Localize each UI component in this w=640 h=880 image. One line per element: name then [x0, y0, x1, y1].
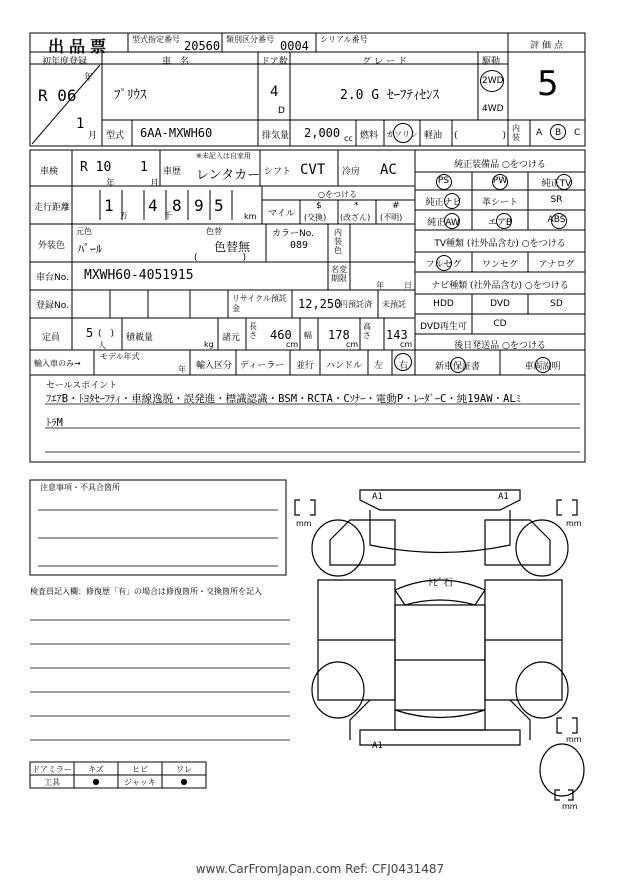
mileage-digit-5: 5 [214, 196, 224, 215]
name-change-label: 名変期限 [331, 265, 347, 283]
orig-color-value: ﾊﾟｰﾙ [78, 242, 103, 256]
inspector-label: 検査員記入欄：修復歴「有」の場合は修復箇所・交換箇所を記入 [30, 587, 262, 596]
nav-title: ナビ種類 (社外品含む) ○をつける [431, 281, 569, 291]
fuel-diesel-label: 軽油 [424, 131, 443, 141]
color-no-label: カラーNo. [272, 229, 314, 239]
shaken-year-unit: 年 [106, 179, 116, 189]
ac-value: AC [380, 162, 397, 178]
serial-label: シリアル番号 [320, 35, 368, 44]
car-name-value: ﾌﾟﾘｳｽ [114, 88, 147, 103]
equip-abs: ABS [547, 215, 566, 225]
color-no-value: 089 [290, 240, 309, 251]
capacity-label: 定員 [42, 333, 61, 343]
equip-airbag-circle [496, 213, 512, 229]
legend-break: ワレ [176, 765, 192, 774]
length-value: 460 [270, 328, 292, 342]
score-label: 評価点 [530, 41, 567, 51]
first-reg-month: 1 [76, 116, 85, 132]
shaken-label: 車検 [40, 167, 59, 177]
chassis-label: 車台No. [36, 273, 69, 283]
handle-label: ハンドル [326, 361, 363, 371]
interior-grade-c: C [574, 128, 581, 138]
meter-circle-note: ○をつける [318, 190, 357, 199]
doors-suffix: D [278, 106, 285, 116]
recycle-label: リサイクル預託金 [232, 294, 287, 313]
shaken-month: 1 [140, 160, 148, 175]
watermark: www.CarFromJapan.com Ref: CFJ0431487 [195, 862, 445, 876]
capacity-unit: 人 [98, 341, 106, 350]
recycle-unpaid: 未預託 [382, 300, 406, 309]
legend-tools-mark: ● [92, 777, 100, 786]
interior-grade-b: B [555, 128, 562, 138]
equip-leather: 革シート [481, 198, 518, 208]
first-reg-label: 初年度登録 [42, 57, 88, 67]
width-unit: cm [346, 340, 359, 349]
equip-tv-circle [556, 174, 572, 190]
mileage-digit-1: 1 [104, 196, 114, 215]
color-change-label: 色替 [206, 227, 222, 236]
equip-navi-circle [444, 193, 460, 209]
orig-color-label: 元色 [76, 227, 92, 236]
drive-2wd-circle [480, 70, 504, 92]
category-value: 0004 [280, 39, 309, 53]
nav-cd: CD [493, 319, 507, 329]
mile-label: マイル [268, 209, 295, 219]
history-value: レンタカー [196, 168, 261, 183]
shift-label: シフト [264, 167, 292, 177]
meter-option-hash: # [392, 201, 400, 211]
km-unit: km [244, 212, 257, 221]
nav-hdd: HDD [433, 299, 454, 309]
type-cert-value: 20560 [184, 39, 221, 53]
equip-ps-circle [436, 174, 452, 190]
interior-grade-b-circle [550, 124, 566, 140]
category-label: 類別区分番号 [226, 35, 274, 44]
stone-chip-mark: ﾄﾋﾞ石 [428, 578, 453, 589]
load-unit: kg [204, 340, 214, 349]
equip-airbag: エアB [487, 218, 513, 228]
fuel-gas-circle [393, 123, 413, 143]
equip-pw-circle [492, 174, 508, 190]
grade-label: グレード [362, 57, 411, 67]
sales-line-2: ﾄﾗM [46, 417, 63, 429]
doors-value: 4 [270, 84, 279, 100]
length-label: 長さ [249, 322, 257, 340]
meter-option-star: * [354, 201, 359, 211]
equip-ps: PS [437, 176, 450, 186]
car-diagram [295, 490, 584, 800]
ac-label: 冷房 [342, 167, 361, 177]
legend-mirror: ドアミラー [32, 765, 72, 774]
shaken-month-unit: 月 [150, 179, 160, 189]
history-note: ※未記入は自家用 [196, 152, 251, 160]
form-title: 出品票 [48, 37, 112, 56]
color-paren: ( ) [194, 253, 247, 263]
height-label: 高さ [363, 322, 371, 340]
equipment-title: 純正装備品 ○をつける [454, 160, 546, 170]
legend-crack: ヒビ [132, 765, 148, 774]
mm-label-spare: mm [562, 802, 578, 811]
first-reg-year: R 06 [38, 86, 77, 105]
mileage-digit-4: 9 [194, 196, 204, 215]
legend-scratch: キズ [88, 765, 104, 774]
equip-tv: 純正TV [541, 179, 572, 189]
meter-option-star-label: (改ざん) [340, 213, 371, 222]
capacity-paren: ( ) [98, 329, 115, 339]
fuel-gas: ガソリン [386, 130, 418, 139]
dealer-label: ディーラー [240, 361, 285, 371]
sen-unit: 千 [164, 211, 172, 220]
month-unit: 月 [88, 131, 98, 141]
score-value: 5 [537, 64, 559, 104]
drive-2wd: 2WD [482, 76, 504, 86]
notes-label: 注意事項・不具合箇所 [40, 483, 120, 492]
mileage-label: 走行距離 [34, 203, 71, 213]
handle-right: 右 [399, 361, 409, 371]
sales-line-1: ﾌｴｱB・ﾄﾖﾀｾｰﾌﾃｨ・車線逸脱・誤発進・標識認識・BSM・RCTA・Cｿﾅｰ・電動P・ﾚｰﾀﾞｰC・純19AW・ALﾐ [46, 393, 521, 405]
nav-dvd: DVD [490, 299, 510, 309]
meter-option-dollar: $ [316, 201, 322, 211]
tv-fullseg-circle [436, 255, 452, 271]
drive-label: 駆動 [482, 57, 501, 67]
doors-label: ドア数 [261, 57, 288, 67]
fuel-label: 燃料 [360, 131, 379, 141]
equip-abs-circle [551, 213, 567, 229]
drive-4wd: 4WD [482, 104, 504, 114]
meter-option-hash-label: (不明) [380, 213, 403, 222]
load-label: 積載量 [126, 333, 154, 343]
equip-pw: PW [492, 176, 508, 186]
history-label: 車歴 [163, 167, 182, 177]
shift-value: CVT [300, 162, 326, 178]
tv-title: TV種類 (社外品含む) ○をつける [434, 239, 566, 249]
height-value: 143 [386, 328, 408, 342]
mm-label-fl: mm [296, 519, 312, 528]
mark-a1-front-right: A1 [498, 492, 509, 502]
nav-dvd-play: DVD再生可 [420, 322, 467, 332]
color-label: 外装色 [38, 241, 66, 251]
legend-tools: 工具 [44, 778, 60, 787]
displacement-value: 2,000 [304, 126, 341, 140]
man-unit: 万 [120, 211, 128, 220]
model-year-unit: 年 [178, 365, 186, 374]
displacement-label: 排気量 [262, 131, 290, 141]
shaken-value: R 10 [80, 160, 112, 175]
year-unit: 年 [84, 73, 94, 83]
doc-manual-circle [535, 357, 551, 373]
recycle-status: 円預託済 [340, 300, 372, 309]
name-change-day-unit: 日 [404, 281, 412, 290]
sales-label: セールスポイント [46, 381, 118, 391]
legend-jack-mark: ● [180, 777, 188, 786]
mm-label-rr: mm [566, 735, 582, 744]
tv-oneseg: ワンセグ [481, 260, 518, 270]
width-value: 178 [328, 328, 350, 342]
import-label: 輸入車のみ→ [34, 359, 81, 368]
name-change-year-unit: 年 [376, 281, 384, 290]
parallel-label: 並行 [296, 361, 315, 371]
tv-fullseg: フルセグ [425, 260, 462, 270]
mileage-digit-2: 4 [148, 196, 158, 215]
meter-option-dollar-label: (交換) [304, 213, 327, 222]
model-year-label: モデル年式 [100, 352, 140, 361]
interior-grade-a: A [536, 128, 543, 138]
doc-title: 後日発送品 ○をつける [454, 341, 546, 351]
doc-warranty-circle [450, 357, 466, 373]
mark-a1-front-left: A1 [372, 492, 383, 502]
interior-label: 内装 [512, 124, 520, 142]
type-cert-label: 型式指定番号 [132, 35, 180, 44]
tv-analog: アナログ [538, 260, 575, 270]
chassis-value: MXWH60-4051915 [84, 268, 194, 283]
equip-sr: SR [550, 195, 563, 205]
import-class-label: 輸入区分 [196, 361, 233, 371]
doc-warranty: 新車保証書 [434, 362, 480, 372]
recycle-value: 12,250 [298, 297, 342, 311]
mm-label-fr: mm [566, 519, 582, 528]
model-label: 型式 [106, 131, 125, 141]
interior-color-label: 内装色 [334, 228, 342, 255]
mileage-digit-3: 8 [172, 196, 182, 215]
fuel-paren: ( ) [454, 131, 507, 141]
equip-aw-circle [444, 213, 460, 229]
handle-right-circle [394, 353, 412, 371]
mark-a1-rear: A1 [372, 741, 383, 751]
length-unit: cm [286, 340, 299, 349]
equip-navi: 純正ナビ [425, 198, 462, 208]
equip-aw: 純正AW [427, 218, 460, 228]
displacement-unit: cc [344, 134, 353, 143]
doc-manual: 車両説明 [524, 362, 561, 372]
color-change-value: 色替無 [214, 240, 251, 254]
model-value: 6AA-MXWH60 [140, 126, 213, 140]
reg-label: 登録No. [36, 301, 69, 311]
height-unit: cm [400, 340, 413, 349]
width-label: 幅 [304, 331, 312, 340]
legend-jack: ジャッキ [124, 778, 156, 787]
handle-left: 左 [374, 361, 384, 371]
capacity-value: 5 [86, 326, 94, 340]
nav-sd: SD [550, 299, 563, 309]
grade-value: 2.0 G ｾｰﾌﾃｨｾﾝｽ [340, 88, 439, 103]
dims-label: 諸元 [222, 333, 241, 343]
car-name-label: 車 名 [162, 57, 190, 67]
